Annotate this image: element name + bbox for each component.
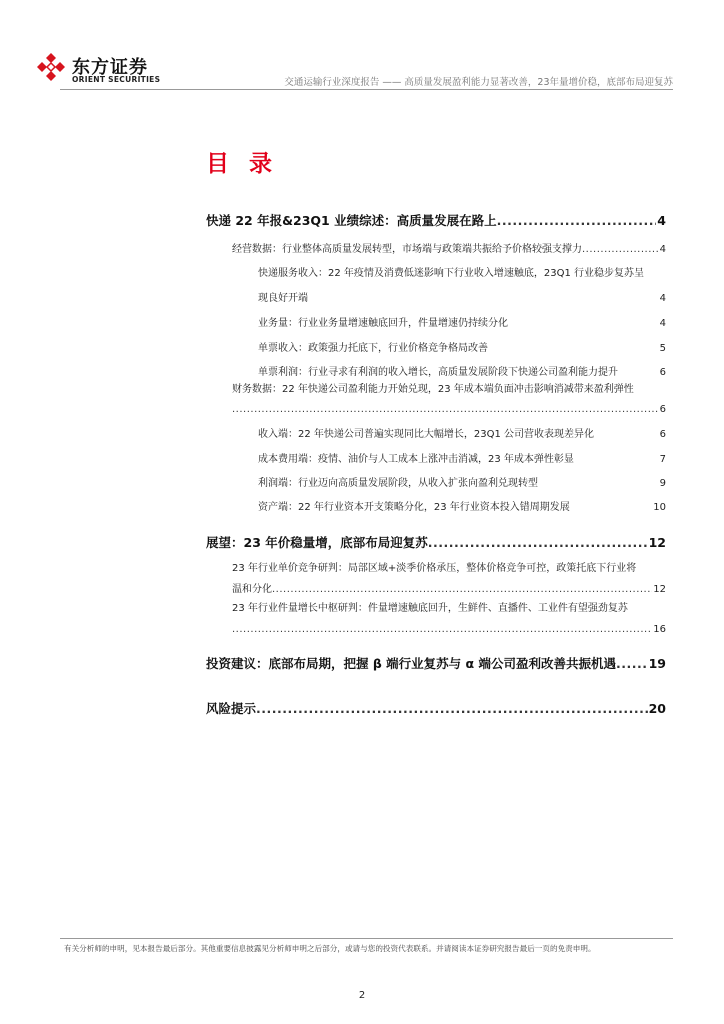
toc-entry[interactable]: [258, 315, 666, 333]
toc-entry[interactable]: [258, 499, 666, 517]
toc-entry-continuation[interactable]: [232, 621, 666, 639]
toc-entry-page: 12: [648, 535, 666, 550]
toc-entry[interactable]: [258, 426, 666, 444]
toc-entry[interactable]: [258, 265, 672, 283]
toc-entry-continuation[interactable]: [232, 401, 666, 419]
toc-entry[interactable]: [232, 560, 668, 578]
toc-entry[interactable]: [206, 655, 666, 673]
toc-entry-label: 资产端：22 年行业资本开支策略分化，23 年行业资本投入错周期发展: [258, 502, 570, 513]
toc-entry-label: 业务量：行业业务量增速触底回升，件量增速仍持续分化: [258, 318, 508, 329]
toc-entry-label: 23 年行业单价竞争研判：局部区域+淡季价格承压，整体价格竞争可控，政策托底下行业将: [232, 563, 637, 574]
toc-entry-continuation[interactable]: [232, 581, 666, 599]
toc-entry[interactable]: [258, 340, 666, 358]
header-divider: [60, 89, 673, 90]
toc-entry[interactable]: [206, 534, 666, 552]
toc-leader-dots: [582, 241, 659, 259]
toc-entry-page: 4: [659, 293, 666, 304]
toc-entry-label: 快递服务收入：22 年疫情及消费低迷影响下行业收入增速触底，23Q1 行业稳步复苏呈: [258, 268, 645, 279]
toc-entry-page: 6: [659, 429, 666, 440]
toc-title: 目 录: [206, 151, 279, 177]
toc-leader-dots: [428, 534, 648, 552]
toc-entry-label: 现良好开端: [258, 293, 308, 304]
toc-entry-page: 4: [659, 244, 666, 255]
toc-leader-dots: [497, 212, 657, 230]
toc-entry[interactable]: [232, 600, 668, 618]
toc-entry-continuation[interactable]: [258, 290, 666, 308]
orient-securities-logo: [36, 52, 161, 88]
orient-logo-icon: [36, 52, 66, 82]
toc-entry-label: 快递 22 年报&23Q1 业绩综述：高质量发展在路上: [206, 213, 497, 228]
footer-divider: [60, 938, 673, 939]
toc-entry[interactable]: [258, 451, 666, 469]
toc-entry[interactable]: [232, 381, 668, 399]
toc-entry-page: 5: [659, 343, 666, 354]
toc-leader-dots: [232, 401, 659, 419]
toc-entry[interactable]: [258, 475, 666, 493]
toc-entry-page: 9: [659, 478, 666, 489]
toc-entry-label: 单票利润：行业寻求有利润的收入增长，高质量发展阶段下快递公司盈利能力提升: [258, 367, 618, 378]
brand-name-cn: 东方证券: [72, 57, 148, 78]
brand-name-en: ORIENT SECURITIES: [72, 75, 161, 84]
toc-entry-page: 6: [659, 404, 666, 415]
toc-entry-page: 10: [653, 502, 666, 513]
toc-entry[interactable]: [206, 212, 666, 230]
footer-disclaimer: 有关分析师的申明，见本报告最后部分。其他重要信息披露见分析师申明之后部分，或请与您的投资代表联系。并请阅读本证券研究报告最后一页的免责申明。: [64, 944, 596, 953]
toc-entry-label: 风险提示: [206, 701, 257, 716]
toc-entry-label: 收入端：22 年快递公司普遍实现同比大幅增长，23Q1 公司营收表现差异化: [258, 429, 595, 440]
toc-entry[interactable]: [232, 241, 666, 259]
toc-leader-dots: [616, 655, 648, 673]
page-number: 2: [358, 990, 366, 1001]
toc-entry-label: 展望：23 年价稳量增，底部布局迎复苏: [206, 535, 428, 550]
toc-entry[interactable]: [206, 700, 666, 718]
toc-entry-label: 投资建议：底部布局期，把握 β 端行业复苏与 α 端公司盈利改善共振机遇: [206, 656, 616, 671]
toc-entry-page: 16: [653, 624, 666, 635]
toc-entry-label: 经营数据：行业整体高质量发展转型，市场端与政策端共振给予价格较强支撑力: [232, 244, 582, 255]
toc-entry-label: 温和分化: [232, 584, 272, 595]
toc-leader-dots: [272, 581, 652, 599]
toc-entry-label: 利润端：行业迈向高质量发展阶段，从收入扩张向盈利兑现转型: [258, 478, 538, 489]
toc-entry-page: 4: [657, 213, 666, 228]
toc-entry-page: 4: [659, 318, 666, 329]
toc-entry-label: 23 年行业件量增长中枢研判：件量增速触底回升，生鲜件、直播件、工业件有望强劲复苏: [232, 603, 628, 614]
toc-leader-dots: [256, 700, 648, 718]
toc-entry-page: 20: [648, 701, 666, 716]
toc-leader-dots: [232, 621, 652, 639]
toc-entry-page: 7: [659, 454, 666, 465]
toc-entry-page: 12: [653, 584, 666, 595]
toc-entry-label: 单票收入：政策强力托底下，行业价格竞争格局改善: [258, 343, 488, 354]
toc-entry-page: 19: [648, 656, 666, 671]
report-header-title: 交通运输行业深度报告 —— 高质量发展盈利能力显著改善，23年量增价稳，底部布局迎复苏: [284, 77, 673, 88]
toc-entry-label: 财务数据：22 年快递公司盈利能力开始兑现，23 年成本端负面冲击影响消减带来盈利弹性: [232, 384, 634, 395]
toc-entry[interactable]: [258, 364, 666, 382]
toc-entry-label: 成本费用端：疫情、油价与人工成本上涨冲击消减，23 年成本弹性彰显: [258, 454, 574, 465]
toc-entry-page: 6: [659, 367, 666, 378]
